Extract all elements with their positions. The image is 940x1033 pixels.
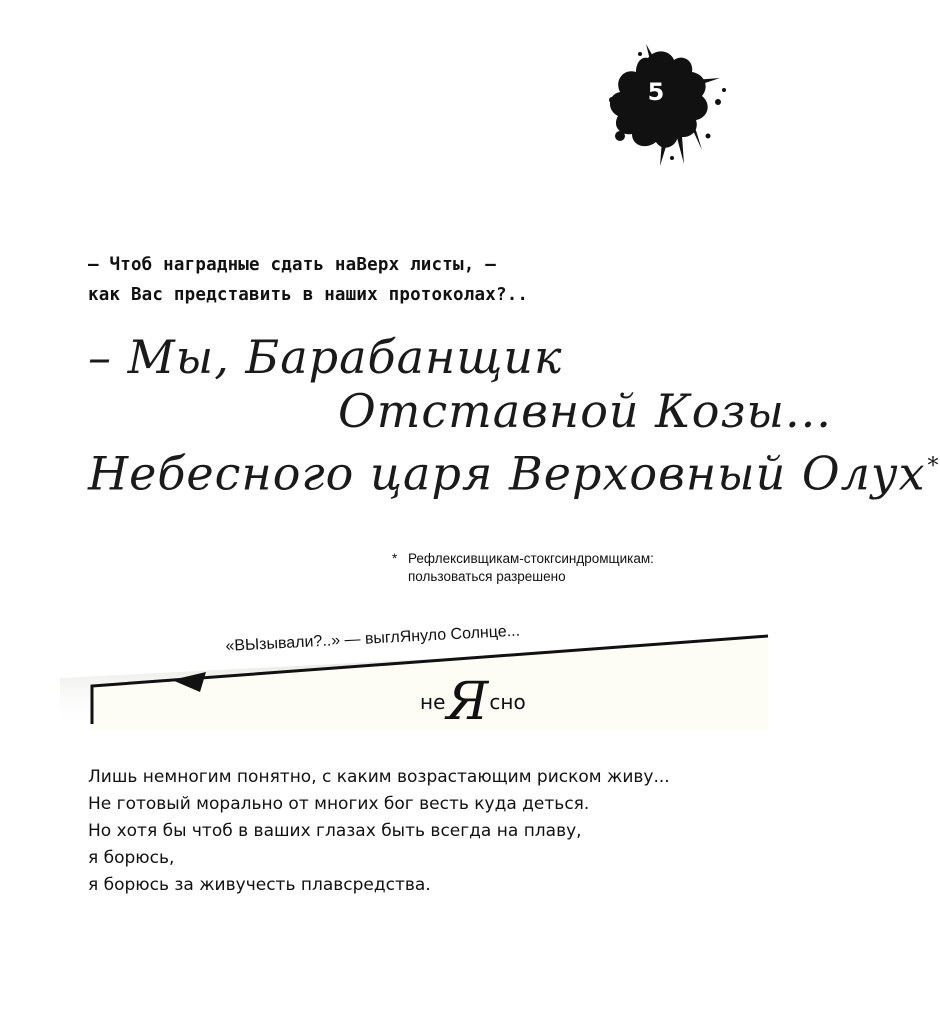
card-word-suffix: сно [489,690,526,714]
card-caption: «ВЫзывали?..» — выглЯнуло Солнце... [225,622,521,656]
answer-line-3 [88,440,940,500]
answer-line-2: Отставной Козы... [338,384,832,438]
answer-line-3-text: Небесного царя Верховный Олух [88,446,926,501]
poem-line: Лишь немногим понятно, с каким возрастающим риском живу... [88,767,670,787]
card-word-prefix: не [420,690,446,714]
answer-footnote-mark: * [927,454,940,479]
poem-line: я борюсь за живучесть плавсредства. [88,875,431,895]
card-word [420,672,526,732]
card-word-fancy-letter: Я [446,672,489,732]
question-line: как Вас представить в наших протоколах?.. [88,285,529,305]
answer-line-1: – Мы, Барабанщик [88,330,563,384]
footnote [392,550,732,586]
footnote-text-line: Рефлексивщикам-стокгсиндромщикам: [408,551,654,566]
question-line: — Чтоб наградные сдать наВерх листы, — [88,255,496,275]
question-block [88,250,688,310]
footnote-text-line: пользоваться разрешено [408,569,566,584]
poem-line: я борюсь, [88,848,175,868]
poem-line: Но хотя бы чтоб в ваших глазах быть всегда на плаву, [88,821,582,841]
poem-block [88,764,748,899]
poem-line: Не готовый морально от многих бог весть куда деться. [88,794,590,814]
footnote-mark: * [392,551,398,566]
page-number: 5 [647,78,665,106]
